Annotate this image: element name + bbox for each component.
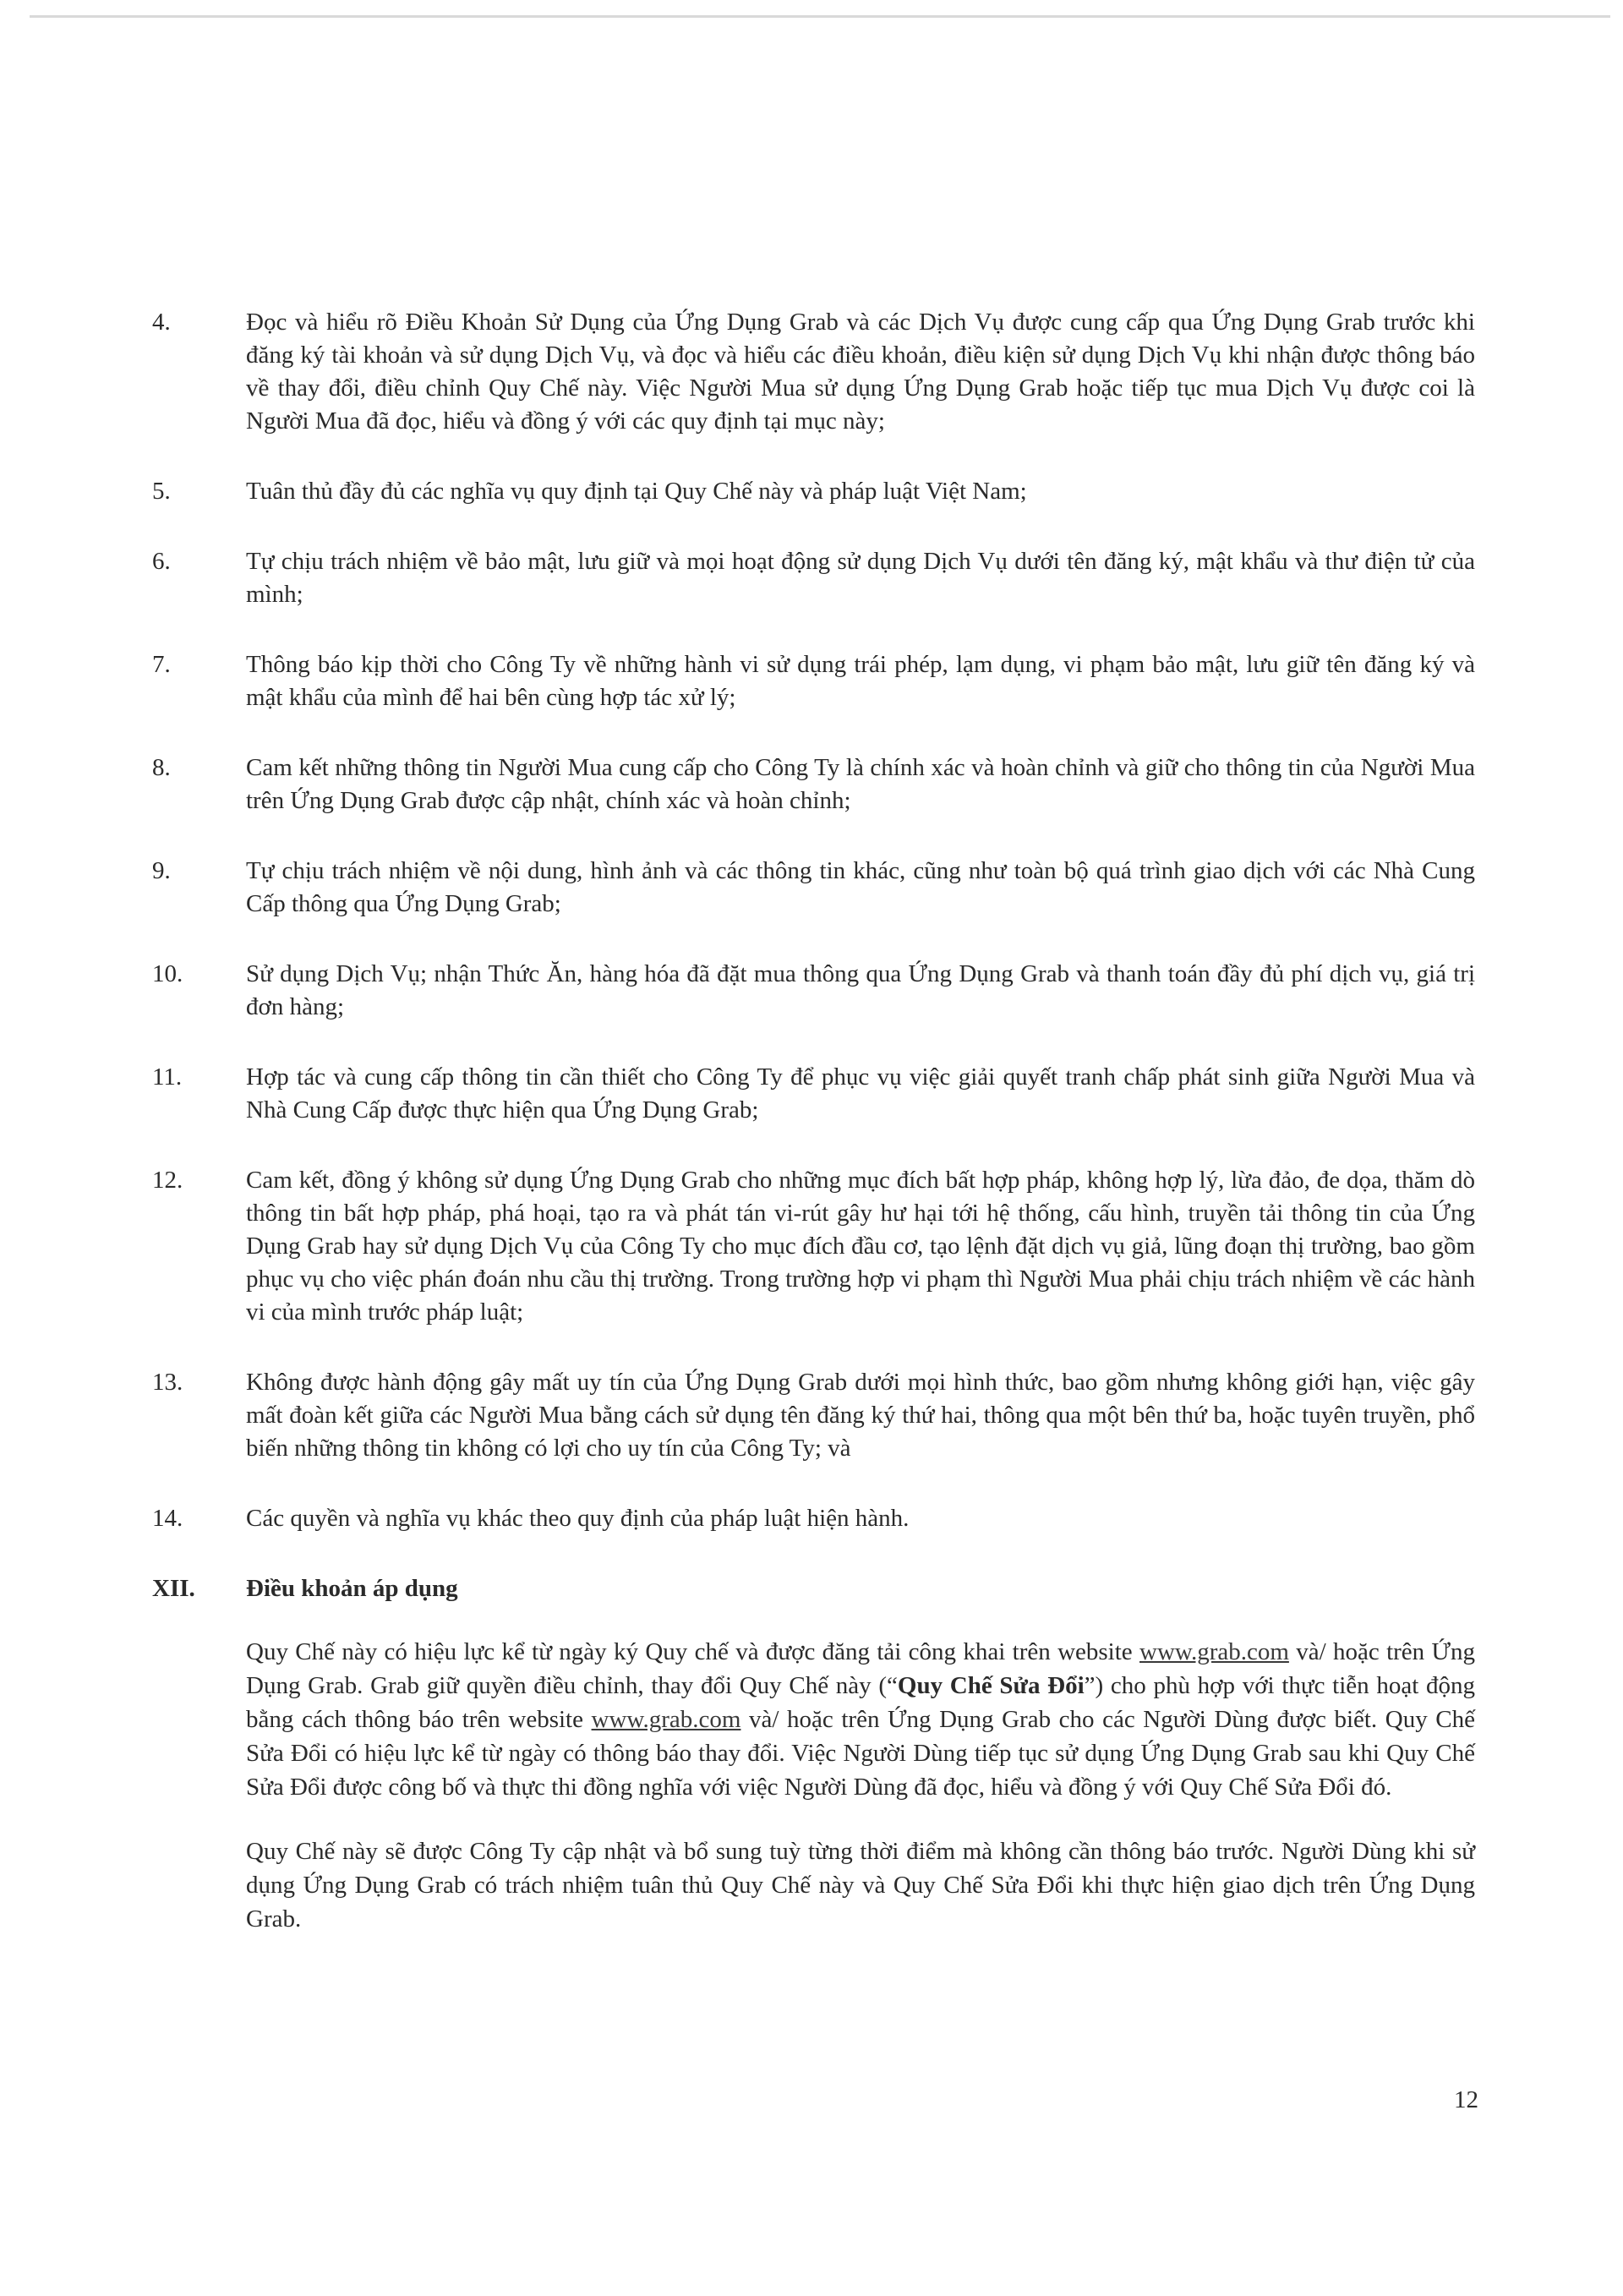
page-number: 12 — [1454, 2086, 1478, 2113]
para-text: và/ hoặc trên Ứng Dụng Grab cho các Người Dùng được biết. Quy Chế Sửa Đổi có hiệu lực kể từ ngày có thông báo thay đổi. Việc Người Dùng tiếp tục sử dụng Ứng Dụng Grab sau khi Quy Chế Sửa Đổi được công bố và thực thi đồng nghĩa với việc Người Dùng đã đọc, hiểu và đồng ý với Quy Chế Sửa Đổi đó. — [246, 1706, 1475, 1801]
para-text: ”) cho phù hợp với thực tiễn hoạt động bằng cách thông báo trên website — [246, 1672, 1475, 1733]
item-number: 7. — [152, 651, 171, 678]
item-number: 8. — [152, 754, 171, 781]
list-item — [0, 1061, 1623, 1127]
item-number: 9. — [152, 857, 171, 884]
website-link[interactable]: www.grab.com — [1139, 1638, 1289, 1665]
item-text: Không được hành động gây mất uy tín của Ứng Dụng Grab dưới mọi hình thức, bao gồm nhưng không giới hạn, việc gây mất đoàn kết giữa các Người Mua bằng cách sử dụng tên đăng ký thứ hai, thông qua một bên thứ ba, hoặc tuyên truyền, phổ biến những thông tin không có lợi cho uy tín của Công Ty; và — [246, 1369, 1475, 1462]
list-item — [0, 958, 1623, 1024]
item-text: Cam kết những thông tin Người Mua cung cấp cho Công Ty là chính xác và hoàn chỉnh và giữ cho thông tin của Người Mua trên Ứng Dụng Grab được cập nhật, chính xác và hoàn chỉnh; — [246, 754, 1475, 814]
item-text: Tuân thủ đầy đủ các nghĩa vụ quy định tại Quy Chế này và pháp luật Việt Nam; — [246, 478, 1027, 505]
item-text: Tự chịu trách nhiệm về bảo mật, lưu giữ và mọi hoạt động sử dụng Dịch Vụ dưới tên đăng ký, mật khẩu và thư điện tử của mình; — [246, 548, 1475, 608]
list-item — [0, 752, 1623, 817]
document-body — [0, 306, 1623, 1966]
item-text: Thông báo kịp thời cho Công Ty về những hành vi sử dụng trái phép, lạm dụng, vi phạm bảo mật, lưu giữ tên đăng ký và mật khẩu của mình để hai bên cùng hợp tác xử lý; — [246, 651, 1475, 711]
item-text: Đọc và hiểu rõ Điều Khoản Sử Dụng của Ứng Dụng Grab và các Dịch Vụ được cung cấp qua Ứng Dụng Grab trước khi đăng ký tài khoản và sử dụng Dịch Vụ, và đọc và hiểu các điều khoản, điều kiện sử dụng Dịch Vụ khi nhận được thông báo về thay đổi, điều chỉnh Quy Chế này. Việc Người Mua sử dụng Ứng Dụng Grab hoặc tiếp tục mua Dịch Vụ được coi là Người Mua đã đọc, hiểu và đồng ý với các quy định tại mục này; — [246, 309, 1475, 435]
item-text: Hợp tác và cung cấp thông tin cần thiết cho Công Ty để phục vụ việc giải quyết tranh chấp phát sinh giữa Người Mua và Nhà Cung Cấp được thực hiện qua Ứng Dụng Grab; — [246, 1063, 1475, 1123]
top-rule — [30, 15, 1610, 18]
item-text: Các quyền và nghĩa vụ khác theo quy định của pháp luật hiện hành. — [246, 1505, 910, 1532]
list-item — [0, 855, 1623, 921]
list-item — [0, 475, 1623, 508]
para-text: Quy Chế này có hiệu lực kể từ ngày ký Quy chế và được đăng tải công khai trên website — [246, 1638, 1139, 1665]
list-item — [0, 545, 1623, 611]
section-number: XII. — [152, 1575, 195, 1602]
item-number: 14. — [152, 1505, 183, 1532]
item-number: 11. — [152, 1063, 183, 1091]
website-link[interactable]: www.grab.com — [591, 1706, 741, 1733]
item-text: Tự chịu trách nhiệm về nội dung, hình ảnh và các thông tin khác, cũng như toàn bộ quá trình giao dịch với các Nhà Cung Cấp thông qua Ứng Dụng Grab; — [246, 857, 1475, 917]
item-text: Sử dụng Dịch Vụ; nhận Thức Ăn, hàng hóa đã đặt mua thông qua Ứng Dụng Grab và thanh toán đầy đủ phí dịch vụ, giá trị đơn hàng; — [246, 960, 1475, 1020]
list-item — [0, 648, 1623, 714]
item-number: 13. — [152, 1369, 183, 1396]
section-paragraph-1 — [246, 1635, 1475, 1804]
list-item — [0, 306, 1623, 438]
item-number: 10. — [152, 960, 183, 987]
defined-term: Quy Chế Sửa Đổi — [897, 1672, 1085, 1699]
item-number: 4. — [152, 309, 171, 336]
item-number: 6. — [152, 548, 171, 575]
list-item — [0, 1164, 1623, 1329]
section-heading — [0, 1572, 1623, 1606]
item-number: 12. — [152, 1167, 183, 1194]
item-text: Cam kết, đồng ý không sử dụng Ứng Dụng Grab cho những mục đích bất hợp pháp, không hợp lý, lừa đảo, đe dọa, thăm dò thông tin bất hợp pháp, phá hoại, tạo ra và phát tán vi-rút gây hư hại tới hệ thống, cấu hình, truyền tải thông tin của Ứng Dụng Grab hay sử dụng Dịch Vụ của Công Ty cho mục đích đầu cơ, tạo lệnh đặt dịch vụ giả, lũng đoạn thị trường, bao gồm phục vụ cho việc phán đoán nhu cầu thị trường. Trong trường hợp vi phạm thì Người Mua phải chịu trách nhiệm về các hành vi của mình trước pháp luật; — [246, 1167, 1475, 1326]
section-paragraph-2: Quy Chế này sẽ được Công Ty cập nhật và bổ sung tuỳ từng thời điểm mà không cần thông báo trước. Người Dùng khi sử dụng Ứng Dụng Grab có trách nhiệm tuân thủ Quy Chế này và Quy Chế Sửa Đổi khi thực hiện giao dịch trên Ứng Dụng Grab. — [246, 1838, 1475, 1932]
list-item — [0, 1366, 1623, 1465]
para-text: và/ hoặc trên Ứng Dụng Grab. Grab giữ quyền điều chỉnh, thay đổi Quy Chế này (“ — [246, 1638, 1476, 1699]
item-number: 5. — [152, 478, 171, 505]
list-item — [0, 1502, 1623, 1535]
section-title: Điều khoản áp dụng — [246, 1575, 458, 1602]
